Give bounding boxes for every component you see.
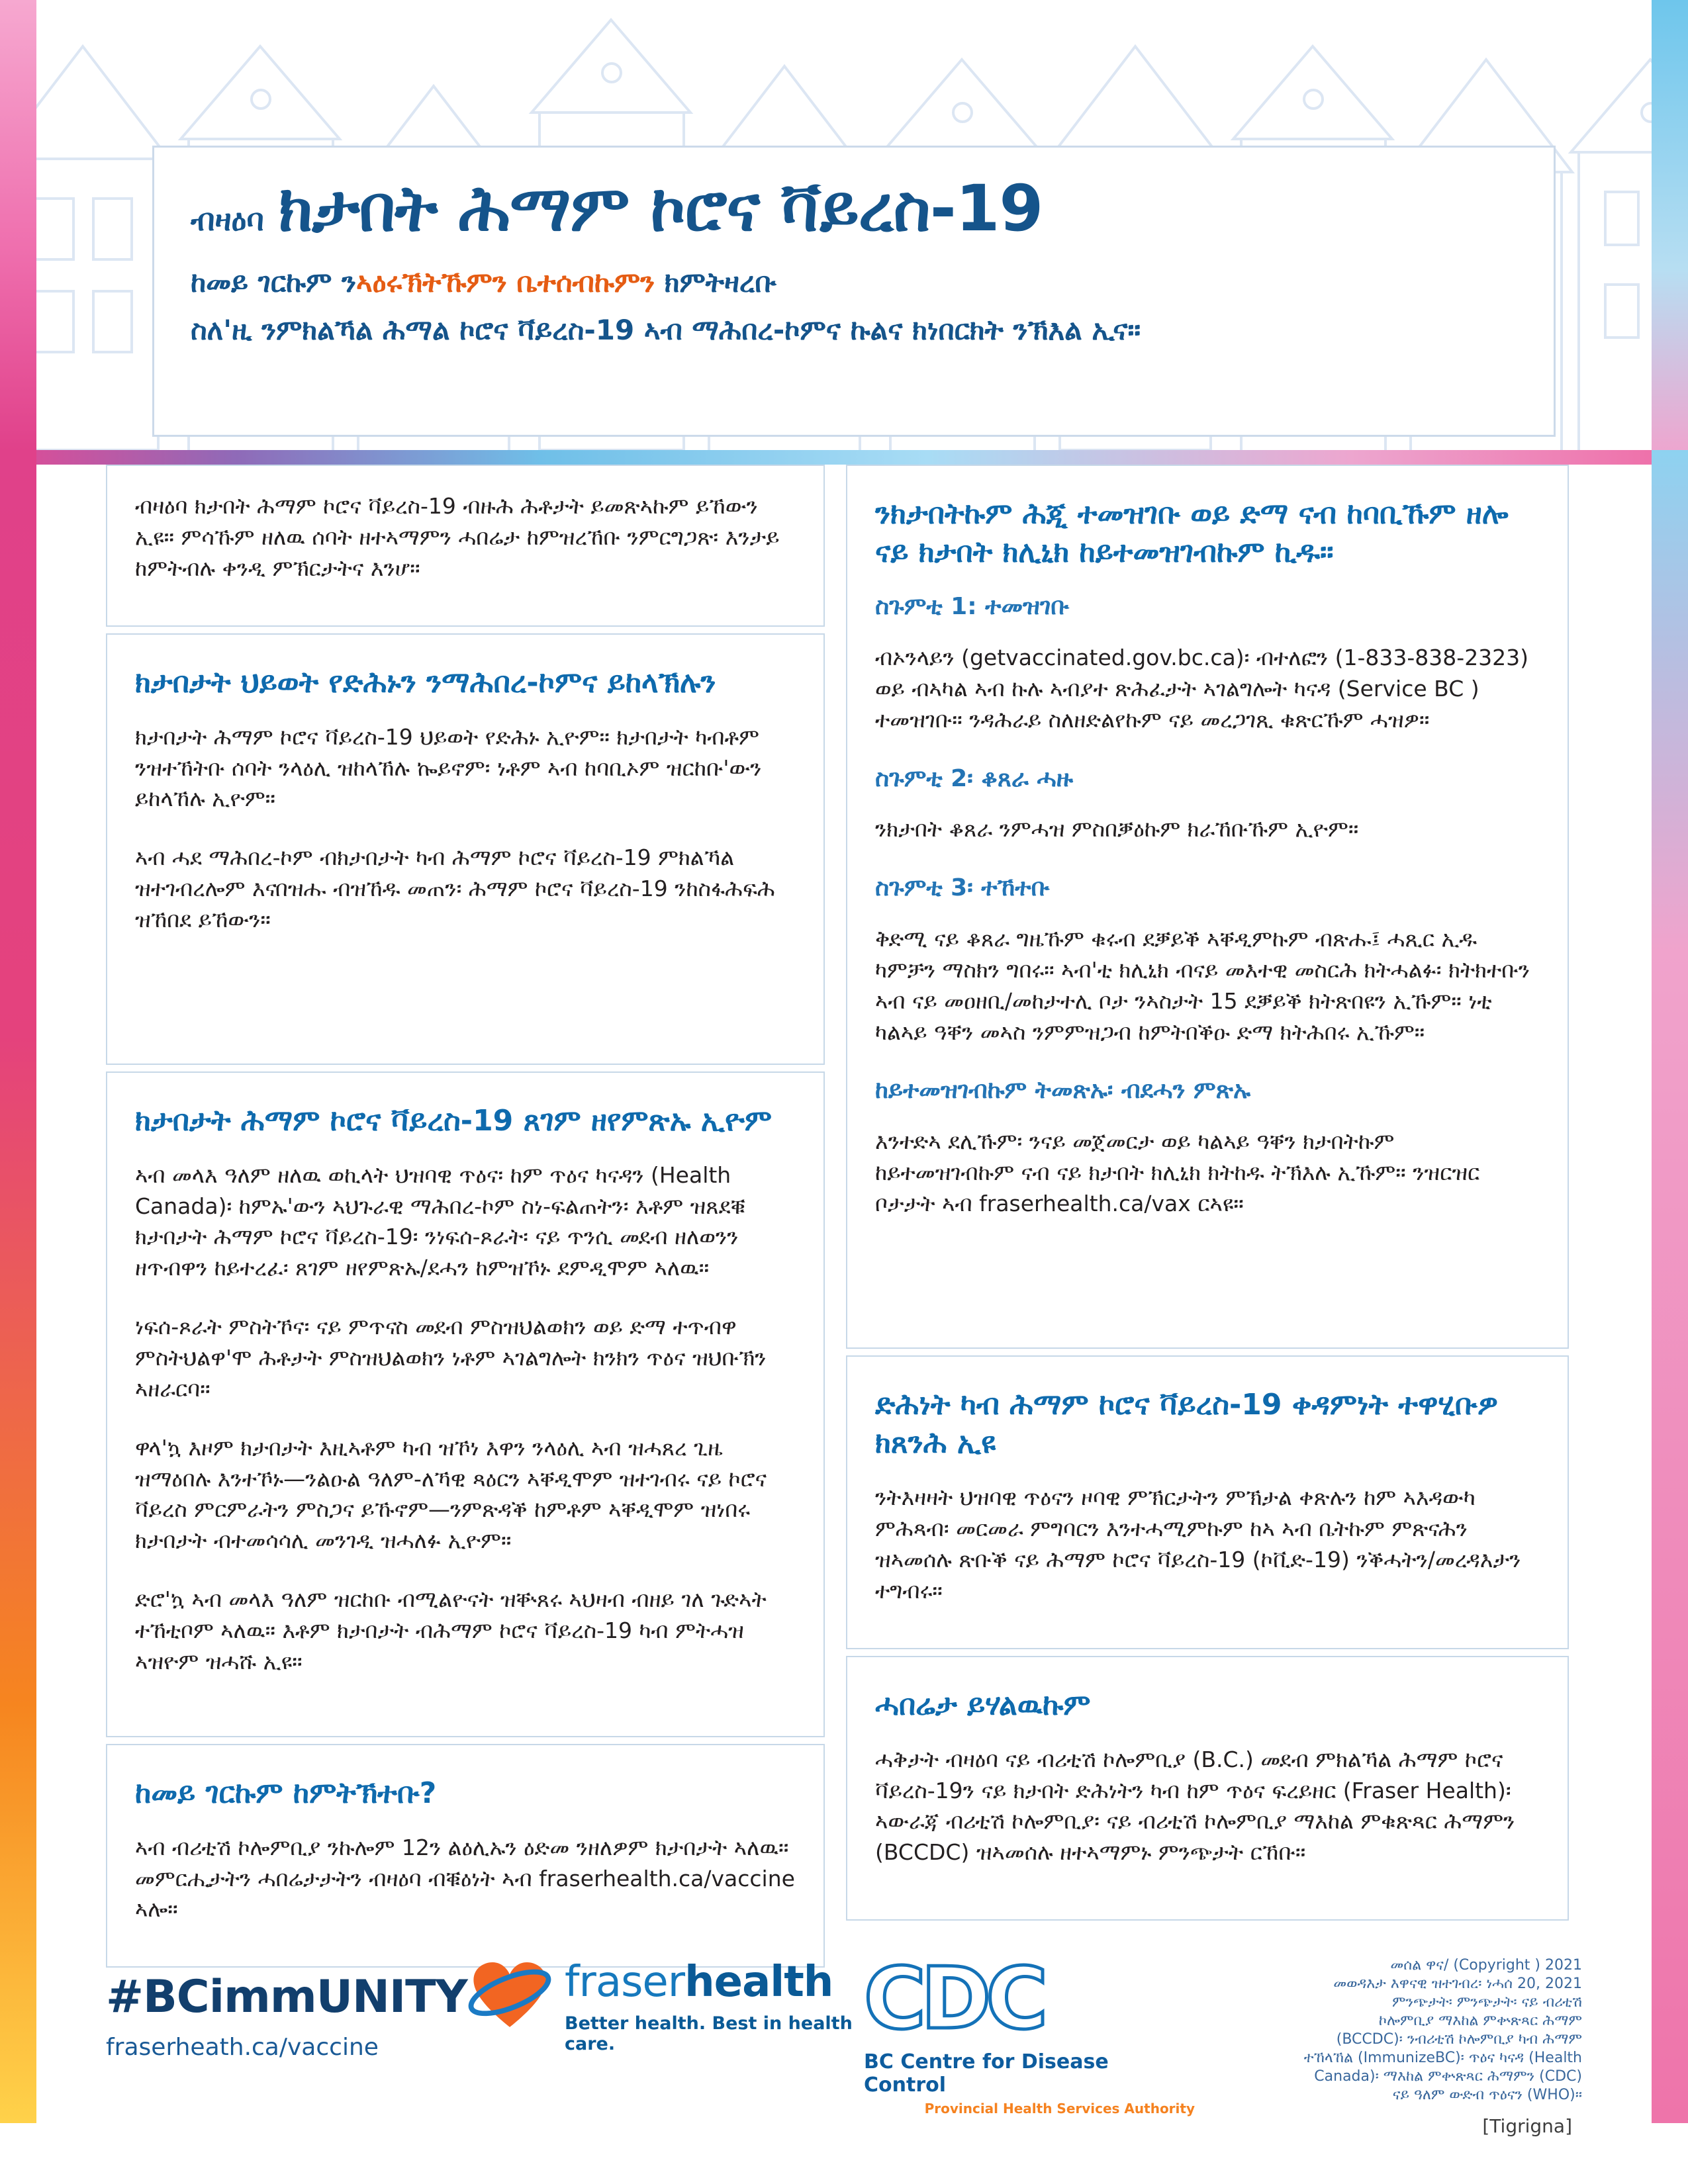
paragraph: ኣብ ብሪቲሽ ኮሎምቢያ ንኩሎም 12ን ልዕሊኡን ዕድመ ንዘለዎም ክታበታት ኣለዉ። መምርሒታትን ሓበሬታታትን ብዛዕባ ብቑዕነት ኣብ fraserhealth.ca/vaccine ኣሎ።	[135, 1834, 795, 1923]
paragraph: ንትእዛዛት ህዝባዊ ጥዕናን ዞባዊ ምኽርታትን ምኽታል ቀጽሉን ከም ኣእዳውካ ምሕጻብ፡ መርመራ ምግባርን እንተሓሚምኩም ከኣ ኣብ ቤትኩም ምጽናሕን ዝኣመሰሉ ጽቡቕ ናይ ሕማም ኮሮና ቫይረስ-19 (ኮቪድ-19) ንቕሓትን/መረዳእታን ተግብሩ።	[875, 1484, 1521, 1604]
page-title: ክታበት ሕማም ኮሮና ቫይረስ-19	[278, 171, 1043, 246]
paragraph: ዋላ'ኳ እዞም ክታበታት እዚኣቶም ካብ ዝኾነ እዋን ንላዕሊ ኣብ ዝሓጸረ ጊዜ ዝማዕበሉ እንተኾኑ—ንልዑል ዓለም-ለኻዊ ጻዕርን ኣቐዲሞም ዝተገብሩ ናይ ኮሮና ቫይረስ ምርምራትን ምስጋና ይኹኖም—ንምጽዳቕ ከምቶም ኣቐዲሞም ዝነበሩ ክታበታት ብተመሳሳሊ መንገዲ ዝሓለፉ ኢዮም።	[135, 1434, 767, 1554]
fraser-wordmark-bold: health	[684, 1958, 833, 2007]
copyright-block	[1304, 1954, 1582, 2105]
gradient-corner-right	[1652, 0, 1688, 450]
copyright-line: (BCCDC)፡ ንብሪቲሽ ኮሎምቢያ ካብ ሕማም	[1336, 2031, 1582, 2048]
walkin-label: ከይተመዝገብኩም ትመጽኡ፡ ብደሓን ምጽኡ	[875, 1077, 1251, 1105]
section-heading: ድሕነት ካብ ሕማም ኮሮና ቫይረስ-19 ቀዳምነት ተዋሂቡዎ ክጸንሕ ኢዩ	[875, 1388, 1498, 1461]
step2-label: ስጉምቲ 2፡ ቆጸራ ሓዙ	[875, 764, 1074, 792]
section-heading: ክታበታት ህይወት የድሕኑን ንማሕበረ-ኮምና ይከላኽሉን	[135, 665, 716, 700]
right-column	[846, 465, 1569, 1921]
gradient-corner-left	[0, 0, 36, 450]
fraser-tagline: Better health. Best in health care.	[565, 2013, 853, 2054]
bcimmunity-url: fraserheath.ca/vaccine	[106, 2034, 379, 2061]
subtitle-line1	[191, 264, 1521, 302]
bcimmunity-hashtag: #BCimmUNITY	[106, 1971, 467, 2023]
pretitle: ብዛዕባ	[191, 202, 264, 238]
fraser-health-heart-icon	[467, 1958, 553, 2038]
intro-paragraph: ብዛዕባ ክታበት ሕማም ኮሮና ቫይረስ-19 ብዙሕ ሕቶታት ይመጽኣኩም ይኸውን ኢዩ። ምሳኹም ዘለዉ ሰባት ዘተኣማምን ሓበሬታ ከምዝረኸቡ ንምርግጋጽ፡ እንታይ ከምትብሉ ቀንዲ ምኽርታትና እንሆ።	[135, 493, 780, 581]
footer	[106, 1954, 1582, 2116]
paragraph: ኣብ ሓደ ማሕበረ-ኮም ብክታበታት ካብ ሕማም ኮሮና ቫይረስ-19 ምክልኻል ዝተገብረሎም እናበዝሑ ብዝኸዱ መጠን፡ ሕማም ኮሮና ቫይረስ-19 ንከስፋሕፍሕ ዝኸበደ ይኸውን።	[135, 844, 775, 933]
header-box	[152, 146, 1556, 437]
copyright-line: ምንጭታት፡ ምንጭታት፡ ናይ ብሪቲሽ	[1391, 1994, 1582, 2011]
cdc-letters-icon	[864, 1954, 1129, 2046]
subtitle-orange-part: ኣዕሩኽትኹምን ቤተሰብኩምን	[355, 266, 655, 298]
copyright-line: ኮሎምቢያ ማእከል ምቍጽጻር ሕማም	[1378, 2013, 1582, 2029]
left-column	[106, 465, 825, 1968]
cdc-name: BC Centre for Disease Control	[864, 2050, 1109, 2097]
step3-label: ስጉምቲ 3፡ ተኸተቡ	[875, 874, 1050, 902]
copyright-line: መወዳእታ እዋናዊ ዝተገብረ፡ ነሓሰ 20, 2021	[1333, 1976, 1582, 1992]
copyright-line: Canada)፡ ማእከል ምቍጽጻር ሕማምን (CDC)	[1314, 2068, 1582, 2085]
step1-text: ብኦንላይን (getvaccinated.gov.bc.ca)፡ ብተለፎን (1-833-838-2323) ወይ ብኣካል ኣብ ኩሉ ኣብያተ ጽሕፈታት ኣገልግሎት ካናዳ (Service BC ) ተመዝገቡ። ንዳሕራይ ስለዘድልየኩም ናይ መረጋገጺ ቁጽርኹም ሓዝዎ።	[875, 644, 1529, 733]
section-vaccines-save-lives	[106, 633, 825, 1065]
bottom-margin	[0, 2123, 1688, 2184]
section-register-now	[846, 465, 1569, 1349]
gradient-edge-right	[1652, 450, 1688, 2123]
section-safety-priority	[846, 1355, 1569, 1649]
copyright-line: ናይ ዓለም ውድብ ጥዕናን (WHO)።	[1392, 2087, 1582, 2103]
bccdc-logo	[864, 1954, 1195, 2116]
cdc-subtitle: Provincial Health Services Authority	[924, 2101, 1195, 2116]
copyright-line: ተኸላኸል (ImmunizeBC)፡ ጥዕና ካናዳ (Health	[1303, 2050, 1582, 2066]
section-vaccines-are-safe	[106, 1071, 825, 1737]
step1-label: ስጉምቲ 1: ተመዝገቡ	[875, 593, 1070, 621]
section-heading: ሓበሬታ ይሃልዉኩም	[875, 1688, 1091, 1722]
step3-text: ቅድሚ ናይ ቆጸራ ግዜኹም ቁሩብ ደቓይቕ ኣቐዲምኩም ብጽሑ፤ ሓጺር ኢዱ ካምቻን ማስክን ግበሩ። ኣብ'ቲ ክሊኒክ ብናይ መእተዊ መስርሕ ክትሓልፉ፡ ክትክተቡን ኣብ ናይ መዐዘቢ/መከታተሊ ቦታ ንኣስታት 15 ደቓይቕ ክትጽበዩን ኢኹም። ነቲ ካልኣይ ዓቐን መኣስ ንምምዝጋብ ከምትበቕዑ ድማ ክትሕበሩ ኢኹም።	[875, 925, 1530, 1045]
subtitle-blue-part1: ከመይ ገርኩም ን	[191, 266, 356, 298]
svg-text:CDC: CDC	[864, 1954, 1043, 2046]
section-heading: ክታበታት ሕማም ኮሮና ቫይረስ-19 ጸገም ዘየምጽኡ ኢዮም	[135, 1103, 772, 1138]
paragraph: ነፍሰ-ጾራት ምስትኾና፡ ናይ ምጥናስ መደብ ምስዝህልወክን ወይ ድማ ተጥብዋ ምስትህልዋ'ሞ ሕቶታት ምስዝህልወክን ነቶም ኣገልግሎት ክንክን ጥዕና ዝህቡኽን ኣዘራርባ።	[135, 1314, 767, 1402]
fraser-health-wordmark	[565, 1958, 864, 2054]
fraser-wordmark-light: fraser	[565, 1958, 685, 2007]
paragraph: ክታበታት ሕማም ኮሮና ቫይረስ-19 ህይወት የድሕኑ ኢዮም። ክታበታት ካብቶም ንዝተኸትቡ ሰባት ንላዕሊ ዝከላኸሉ ኰይኖም፡ ነቶም ኣብ ከባቢኦም ዝርከቡ'ውን ይከላኸሉ ኢዮም።	[135, 723, 762, 812]
section-stay-informed	[846, 1656, 1569, 1921]
paragraph: ድሮ'ኳ ኣብ መላእ ዓለም ዝርከቡ ብሚልዮናት ዝቝጸሩ ኣህዛብ ብዘይ ገለ ጉድኣት ተኸቲቦም ኣለዉ። እቶም ክታበታት ብሕማም ኮሮና ቫይረስ-19 ካብ ምትሓዝ ኣዝዮም ዝሓሹ ኢዩ።	[135, 1586, 767, 1674]
copyright-line: መሰል ዋና/ (Copyright ) 2021	[1390, 1957, 1582, 1974]
paragraph: ኣብ መላእ ዓለም ዘለዉ ወኪላት ህዝባዊ ጥዕና፡ ከም ጥዕና ካናዳን (Health Canada)፡ ከምኡ'ውን ኣህጉራዊ ማሕበረ-ኮም ስነ-ፍልጠትን፡ እቶም ዝጸደቑ ክታበታት ሕማም ኮሮና ቫይረስ-19፡ ንነፍሰ-ጾራት፡ ናይ ጥንሲ መደብ ዘለወንን ዘጥብዋን ከይተረፈ፡ ጸገም ዘየምጽኡ/ደሓን ከምዝኾኑ ደምዲሞም ኣለዉ።	[135, 1161, 746, 1281]
fraser-health-logo	[467, 1954, 864, 2054]
subtitle-line2: ስለ'ዚ ንምክልኻል ሕማል ኮሮና ቫይረስ-19 ኣብ ማሕበረ-ኮምና ኩልና ክነበርክት ንኽእል ኢና።	[191, 313, 1141, 346]
walkin-text: እንተድኣ ደሊኹም፡ ንናይ መጀመርታ ወይ ካልኣይ ዓቐን ክታበትኩም ከይተመዝገብኩም ናብ ናይ ክታበት ክሊኒክ ክትከዱ ትኽእሉ ኢኹም። ንዝርዝር ቦታታት ኣብ fraserhealth.ca/vax ርኣዩ።	[875, 1128, 1480, 1216]
paragraph: ሓቅታት ብዛዕባ ናይ ብሪቲሽ ኮሎምቢያ (B.C.) መደብ ምክልኻል ሕማም ኮሮና ቫይረስ-19ን ናይ ክታበት ድሕነትን ካብ ከም ጥዕና ፍረይዘር (Fraser Health)፡ ኣውራጃ ብሪቲሽ ኮሎምቢያ፡ ናይ ብሪቲሽ ኮሎምቢያ ማእከል ምቁጽጻር ሕማምን (BCCDC) ዝኣመሰሉ ዘተኣማምኑ ምንጭታት ርኸቡ።	[875, 1746, 1515, 1866]
bcimmunity-logo	[106, 1954, 467, 2061]
section-how-to-get-vaccinated	[106, 1744, 825, 1968]
gradient-edge-left	[0, 450, 36, 2123]
section-heading: ንክታበትኩም ሕጂ ተመዝገቡ ወይ ድማ ናብ ከባቢኹም ዘሎ ናይ ክታበት ክሊኒክ ከይተመዝገብኩም ኪዱ።	[875, 497, 1509, 570]
section-heading: ከመይ ገርኩም ከምትኽተቡ?	[135, 1776, 437, 1810]
language-tag: [Tigrigna]	[1482, 2115, 1572, 2137]
step2-text: ንክታበት ቆጸራ ንምሓዝ ምስበቓዕኩም ክራኸቡኹም ኢዮም።	[875, 816, 1359, 842]
title-row	[191, 171, 1521, 247]
subtitle-blue-part2: ክምትዛረቡ	[655, 266, 776, 298]
intro-box	[106, 465, 825, 627]
